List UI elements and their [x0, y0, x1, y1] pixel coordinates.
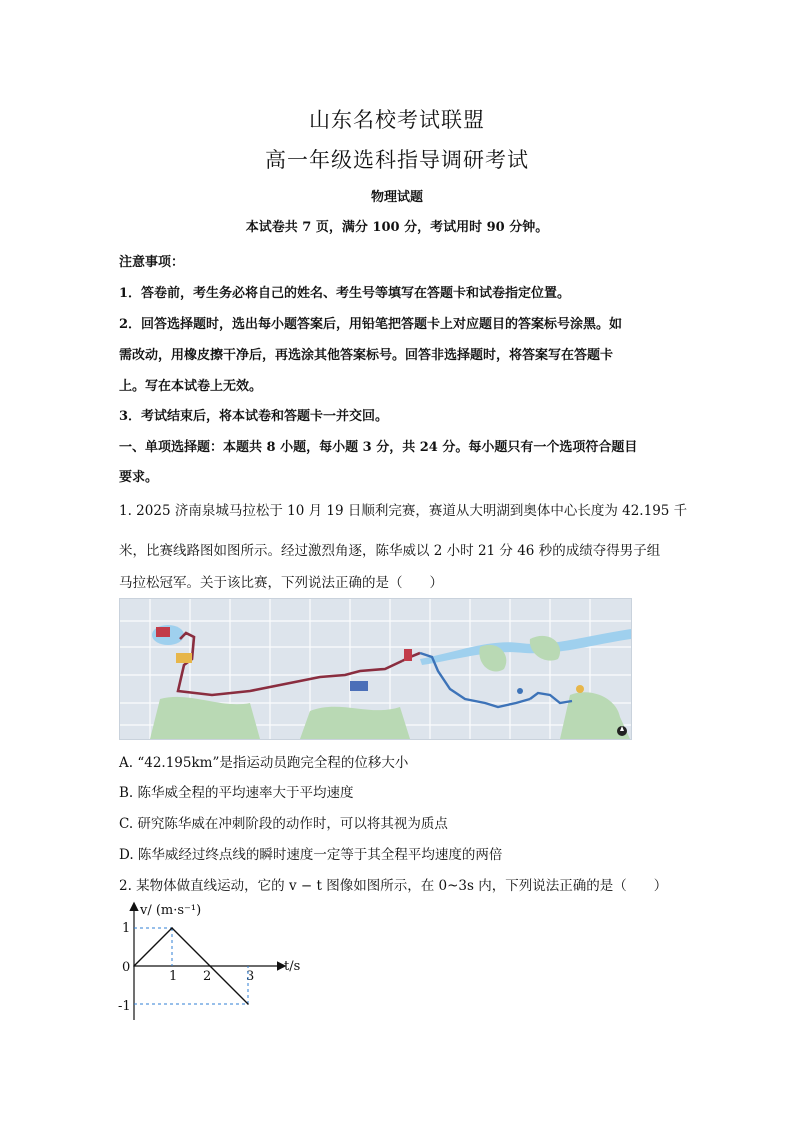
exam-info: 本试卷共 7 页，满分 100 分，考试用时 90 分钟。 [245, 220, 549, 235]
note-2-line-1: 2．回答选择题时，选出每小题答案后，用铅笔把答题卡上对应题目的答案标号涂黑。如 [119, 317, 623, 332]
exam-league-title: 山东名校考试联盟 [309, 108, 485, 132]
y-tick-label: -1 [118, 999, 131, 1014]
q1-option-c: C. 研究陈华威在冲刺阶段的动作时，可以将其视为质点 [119, 816, 448, 832]
q1-line-2: 米，比赛线路图如图所示。经过激烈角逐，陈华威以 2 小时 21 分 46 秒的成绩夺得男子组 [119, 543, 661, 559]
note-2-line-2: 需改动，用橡皮擦干净后，再选涂其他答案标号。回答非选择题时，将答案写在答题卡 [119, 348, 614, 363]
section-heading-line-1: 一、单项选择题：本题共 8 小题，每小题 3 分，共 24 分。每小题只有一个选项符合题目 [119, 440, 638, 455]
note-3: 3．考试结束后，将本试卷和答题卡一并交回。 [119, 409, 389, 424]
x-axis-label: t/s [284, 959, 301, 974]
vt-graph-svg [112, 896, 312, 1024]
y-axis-label: v/ (m·s⁻¹) [140, 903, 202, 918]
route-map-graphic [120, 599, 631, 739]
q2-line-1: 2. 某物体做直线运动，它的 v − t 图像如图所示，在 0~3s 内，下列说法正确的是（ ） [119, 878, 668, 894]
velocity-point [247, 1003, 249, 1005]
exam-name-title: 高一年级选科指导调研考试 [265, 148, 529, 172]
notes-heading: 注意事项： [119, 255, 185, 270]
vt-graph [112, 896, 312, 1024]
note-2-line-3: 上。写在本试卷上无效。 [119, 379, 263, 394]
velocity-point [171, 927, 173, 929]
y-tick-label: 0 [122, 960, 131, 975]
velocity-point [133, 965, 135, 967]
q1-line-1: 1. 2025 济南泉城马拉松于 10 月 19 日顺利完赛，赛道从大明湖到奥体中心长度为 42.195 千 [119, 503, 688, 519]
x-tick-label: 1 [169, 969, 178, 984]
note-1: 1．答卷前，考生务必将自己的姓名、考生号等填写在答题卡和试卷指定位置。 [119, 286, 571, 301]
q1-option-a: A. “42.195km”是指运动员跑完全程的位移大小 [119, 755, 409, 771]
subject-title: 物理试题 [370, 190, 423, 205]
velocity-point [209, 965, 211, 967]
x-tick-label: 3 [246, 969, 255, 984]
y-tick-label: 1 [122, 921, 131, 936]
marathon-route-map [119, 598, 632, 740]
x-tick-label: 2 [203, 969, 212, 984]
section-heading-line-2: 要求。 [119, 470, 159, 485]
q1-line-3: 马拉松冠军。关于该比赛，下列说法正确的是（ ） [119, 575, 443, 591]
q1-option-d: D. 陈华威经过终点线的瞬时速度一定等于其全程平均速度的两倍 [119, 847, 503, 863]
q1-option-b: B. 陈华威全程的平均速率大于平均速度 [119, 785, 354, 801]
